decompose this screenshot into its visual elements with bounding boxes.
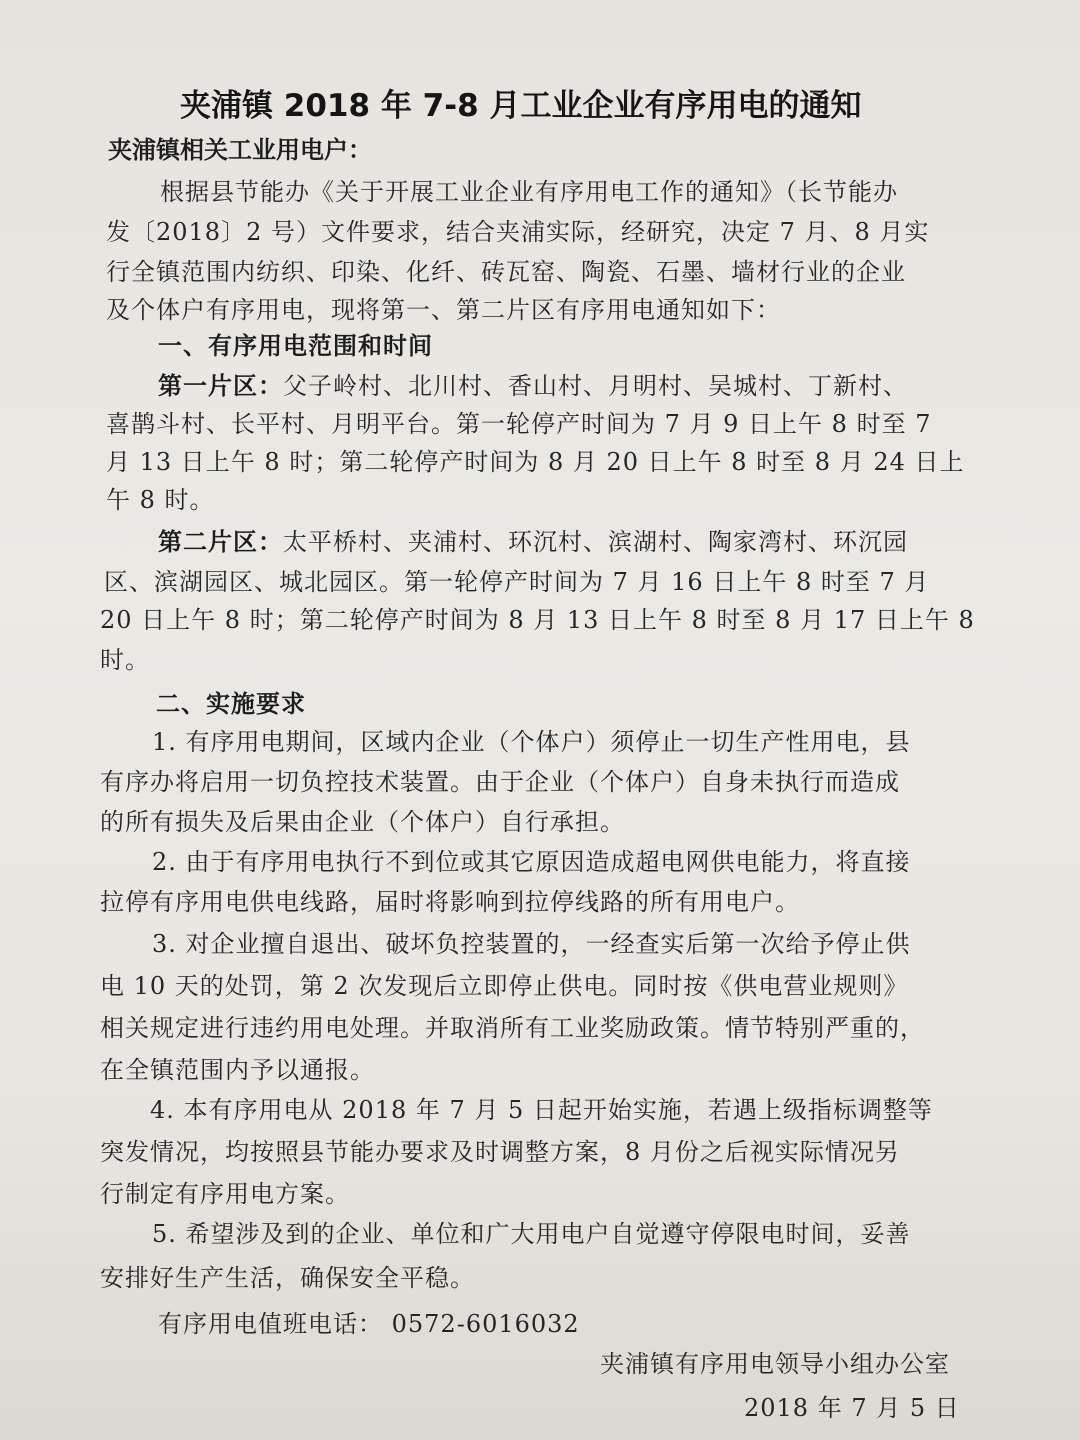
zone1-line: 月 13 日上午 8 时；第二轮停产时间为 8 月 20 日上午 8 时至 8 月 24 日上: [106, 448, 965, 476]
zone2-label: 第二片区：: [158, 528, 283, 556]
zone2-line: 区、滨湖园区、城北园区。第一轮停产时间为 7 月 16 日上午 8 时至 7 月: [104, 568, 930, 596]
requirement-line: 1. 有序用电期间，区域内企业（个体户）须停止一切生产性用电，县: [152, 728, 911, 756]
requirement-line: 安排好生产生活，确保安全平稳。: [100, 1264, 475, 1292]
intro-line: 及个体户有序用电，现将第一、第二片区有序用电通知如下：: [106, 296, 781, 324]
requirement-line: 相关规定进行违约用电处理。并取消所有工业奖励政策。情节特别严重的，: [100, 1014, 925, 1042]
requirement-line: 4. 本有序用电从 2018 年 7 月 5 日起开始实施，若遇上级指标调整等: [150, 1096, 933, 1124]
requirement-line: 行制定有序用电方案。: [100, 1180, 350, 1208]
requirement-line: 有序办将启用一切负控技术装置。由于企业（个体户）自身未执行而造成: [100, 768, 900, 796]
requirement-line: 在全镇范围内予以通报。: [100, 1056, 375, 1084]
intro-line: 发〔2018〕2 号）文件要求，结合夹浦实际，经研究，决定 7 月、8 月实: [106, 218, 930, 246]
requirement-line: 拉停有序用电供电线路，届时将影响到拉停线路的所有用电户。: [100, 888, 800, 916]
requirement-line: 3. 对企业擅自退出、破坏负控装置的，一经查实后第一次给予停止供: [152, 930, 911, 958]
requirement-line: 2. 由于有序用电执行不到位或其它原因造成超电网供电能力，将直接: [152, 848, 911, 876]
hotline: 有序用电值班电话： 0572-6016032: [158, 1310, 580, 1338]
section-heading: 一、有序用电范围和时间: [158, 332, 433, 360]
zone1-label: 第一片区：: [158, 372, 283, 400]
zone2-text: 太平桥村、夹浦村、环沉村、滨湖村、陶家湾村、环沉园: [283, 528, 908, 556]
salutation: 夹浦镇相关工业用电户：: [108, 136, 372, 164]
notice-title: 夹浦镇 2018 年 7-8 月工业企业有序用电的通知: [180, 88, 862, 124]
section-heading: 二、实施要求: [156, 690, 306, 718]
zone2-line: 时。: [100, 646, 150, 674]
zone1-line: 喜鹊斗村、长平村、月明平台。第一轮停产时间为 7 月 9 日上午 8 时至 7: [106, 410, 932, 438]
intro-line: 根据县节能办《关于开展工业企业有序用电工作的通知》（长节能办: [160, 178, 898, 206]
requirement-line: 5. 希望涉及到的企业、单位和广大用电户自觉遵守停限电时间，妥善: [152, 1220, 911, 1248]
intro-line: 行全镇范围内纺织、印染、化纤、砖瓦窑、陶瓷、石墨、墙材行业的企业: [106, 258, 906, 286]
zone1-first-line: [158, 366, 908, 406]
requirement-line: 的所有损失及后果由企业（个体户）自行承担。: [100, 808, 625, 836]
zone1-line: 午 8 时。: [106, 486, 215, 514]
requirement-line: 电 10 天的处罚，第 2 次发现后立即停止供电。同时按《供电营业规则》: [100, 972, 909, 1000]
zone2-first-line: [158, 522, 908, 562]
signature: 夹浦镇有序用电领导小组办公室: [600, 1350, 950, 1378]
requirement-line: 突发情况，均按照县节能办要求及时调整方案，8 月份之后视实际情况另: [100, 1138, 900, 1166]
issue-date: 2018 年 7 月 5 日: [744, 1394, 960, 1422]
zone2-line: 20 日上午 8 时；第二轮停产时间为 8 月 13 日上午 8 时至 8 月 17 日上午 8: [100, 606, 975, 634]
zone1-text: 父子岭村、北川村、香山村、月明村、吴城村、丁新村、: [283, 372, 908, 400]
